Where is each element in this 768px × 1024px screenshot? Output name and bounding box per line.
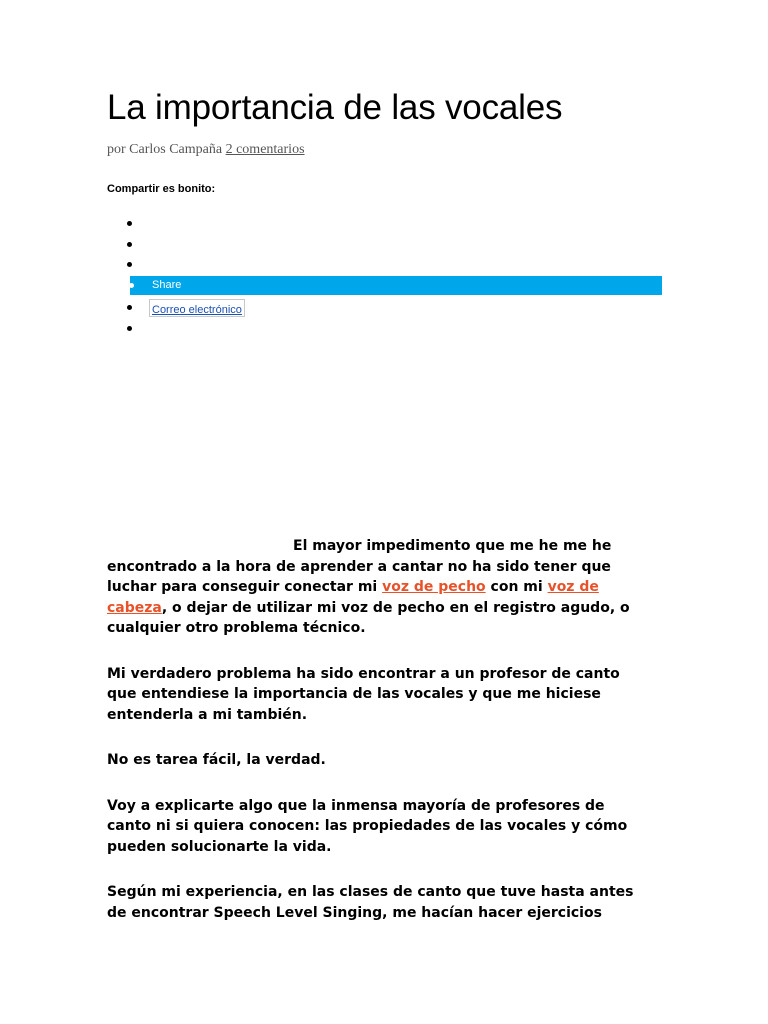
byline-prefix: por: [107, 142, 126, 157]
text-line: Voy a explicarte algo que la inmensa mayoría de profesores de: [107, 797, 605, 814]
voz-de-cabeza-link-part2[interactable]: cabeza: [107, 599, 162, 616]
text-line: de encontrar Speech Level Singing, me hacían hacer ejercicios: [107, 904, 602, 921]
article-body: [107, 536, 667, 948]
bullet-icon: [127, 262, 132, 267]
paragraph: [107, 750, 667, 771]
text-line: con mi: [490, 579, 548, 595]
text-line: que entendiese la importancia de las vocales y que me hiciese: [107, 686, 601, 702]
byline: [107, 142, 305, 158]
text-line: El mayor impedimento que me he me he: [293, 538, 612, 554]
text-line: canto ni si quiera conocen: las propiedades de las vocales y cómo: [107, 818, 628, 834]
comments-link[interactable]: 2 comentarios: [225, 142, 305, 157]
text-line: encontrado a la hora de aprender a cantar no ha sido tener que: [107, 558, 611, 575]
author-name[interactable]: Carlos Campaña: [129, 142, 223, 157]
text-line: cualquier otro problema técnico.: [107, 620, 366, 636]
share-button[interactable]: [130, 276, 662, 295]
text-line: luchar para conseguir conectar mi: [107, 579, 383, 595]
bullet-icon: [127, 221, 132, 226]
bullet-icon: [129, 283, 134, 288]
text-line: , o dejar de utilizar mi voz de pecho en el registro agudo, o: [161, 599, 630, 616]
paragraph: [107, 536, 667, 639]
email-share-button[interactable]: [149, 299, 245, 317]
text-line: Según mi experiencia, en las clases de canto que tuve hasta antes: [107, 884, 634, 900]
voz-de-cabeza-link-part1[interactable]: voz de: [547, 579, 599, 595]
text-line: entenderla a mi también.: [107, 706, 308, 723]
voz-de-pecho-link[interactable]: voz de pecho: [382, 579, 486, 595]
text-line: Mi verdadero problema ha sido encontrar a un profesor de canto: [107, 665, 620, 682]
bullet-icon: [127, 242, 132, 247]
share-heading: Compartir es bonito:: [107, 183, 216, 195]
email-share-link[interactable]: Correo electrónico: [152, 304, 242, 316]
paragraph: [107, 664, 667, 726]
bullet-icon: [127, 305, 132, 310]
text-line: No es tarea fácil, la verdad.: [107, 752, 326, 768]
share-button-label: Share: [152, 279, 182, 291]
post-title: La importancia de las vocales: [107, 88, 563, 127]
paragraph: [107, 796, 667, 858]
text-line: pueden solucionarte la vida.: [107, 838, 332, 855]
paragraph: [107, 882, 667, 923]
bullet-icon: [127, 326, 132, 331]
